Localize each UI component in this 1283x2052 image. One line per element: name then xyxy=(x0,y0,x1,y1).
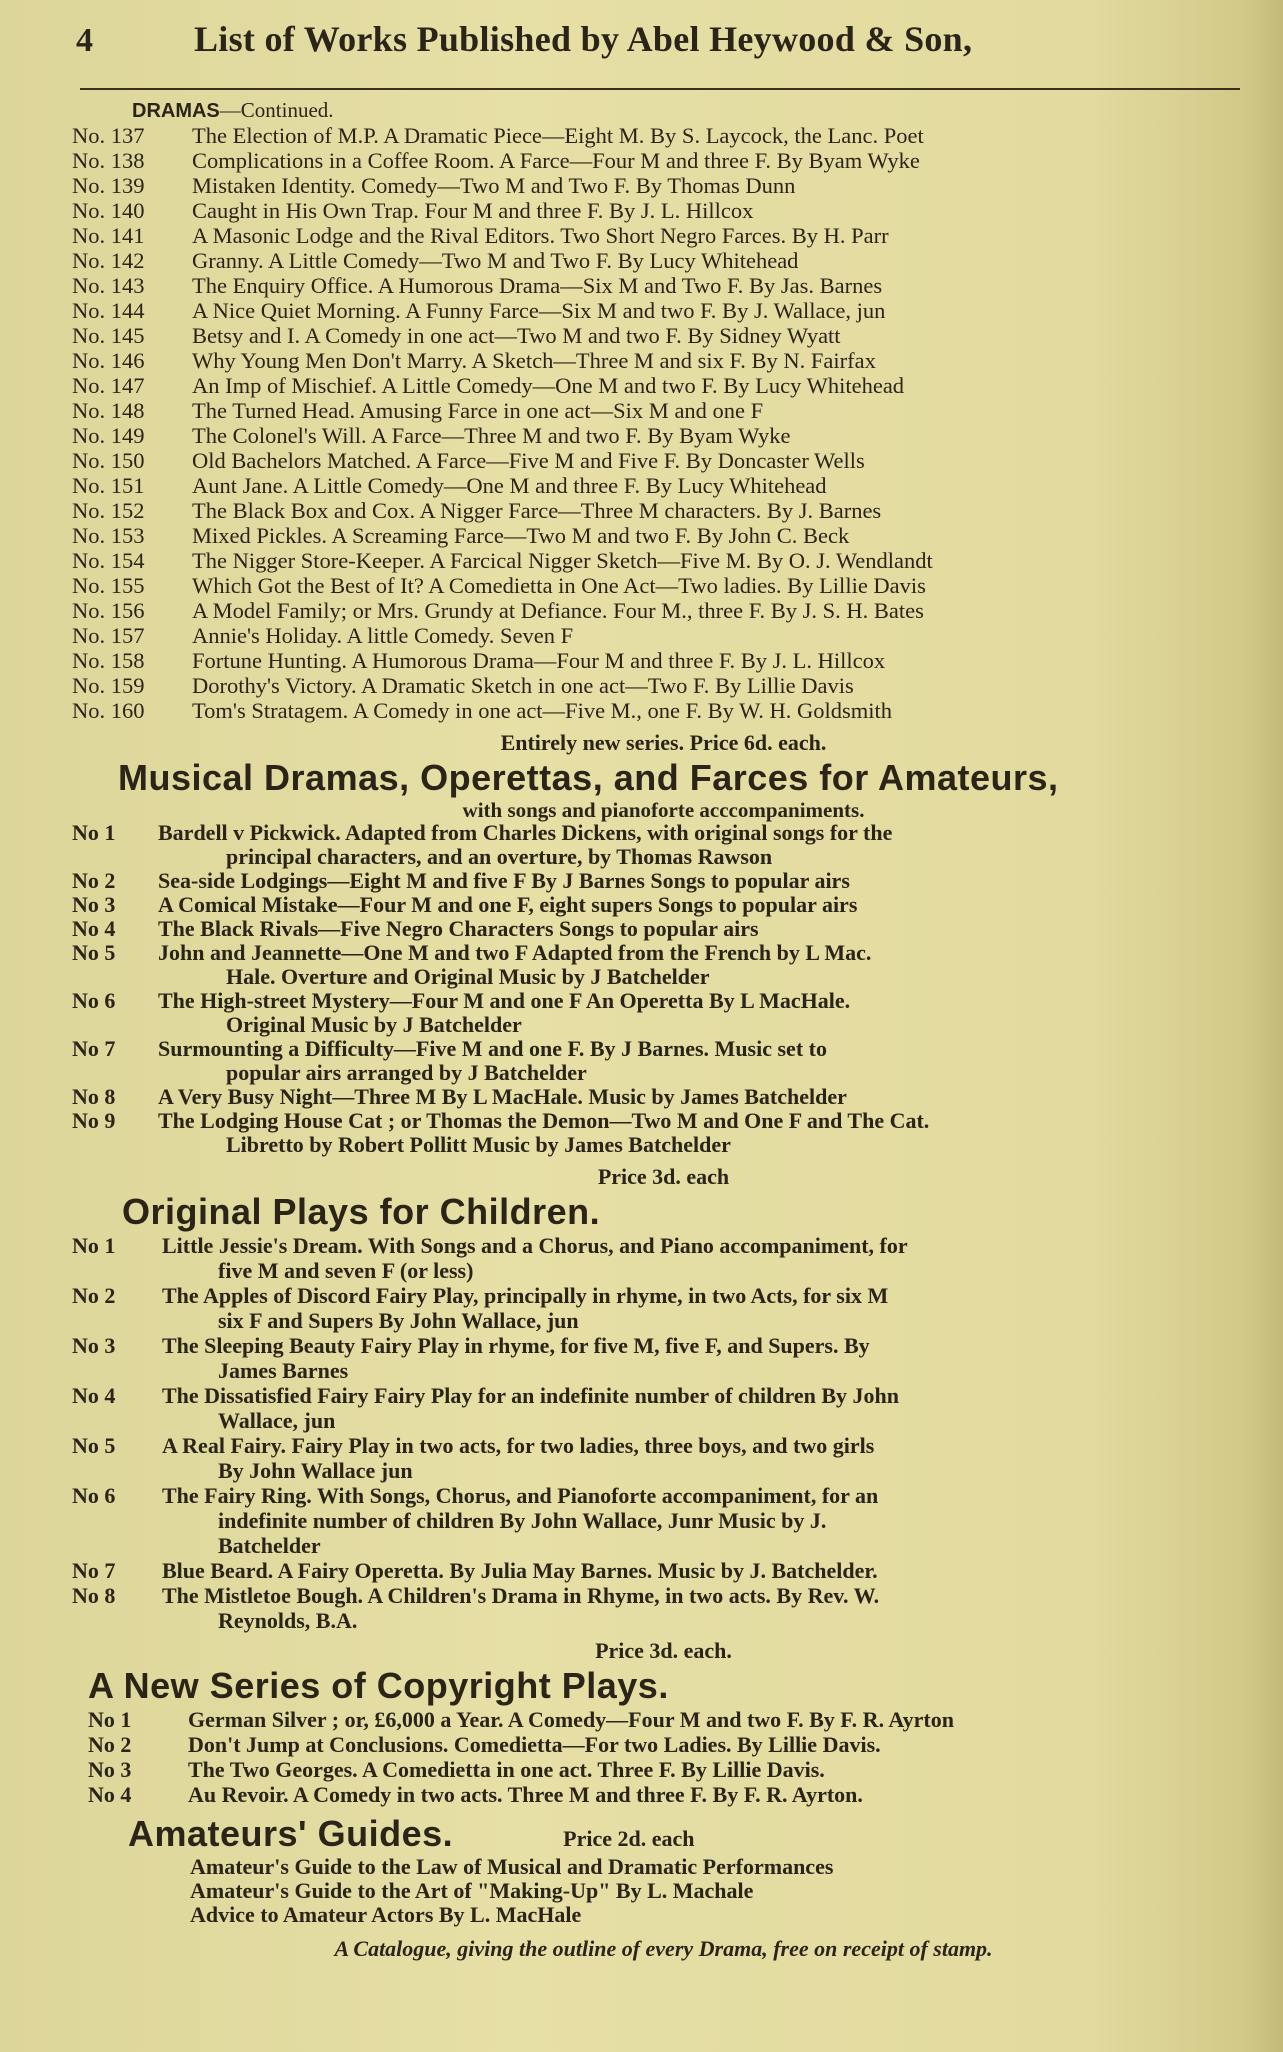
entry-number: No 5 xyxy=(72,940,116,965)
copyright-entry xyxy=(72,1732,1255,1757)
drama-entry xyxy=(72,548,1255,573)
entry-text: Mixed Pickles. A Screaming Farce—Two M and two F. By John C. Beck xyxy=(192,523,850,548)
guides-price: Price 2d. each xyxy=(563,1826,695,1851)
entry-line: The Apples of Discord Fairy Play, principally in rhyme, in two Acts, for six M xyxy=(162,1283,889,1308)
entry-text: Dorothy's Victory. A Dramatic Sketch in one act—Two F. By Lillie Davis xyxy=(192,673,854,698)
drama-entry xyxy=(72,448,1255,473)
musical-entry xyxy=(72,1037,1255,1085)
entry-number: No 8 xyxy=(72,1084,116,1109)
entry-number: No 4 xyxy=(88,1782,132,1807)
children-entry xyxy=(72,1583,1255,1633)
copyright-price: Price 3d. each. xyxy=(595,1638,732,1663)
musical-entry xyxy=(72,1085,1255,1109)
entry-number: No. 142 xyxy=(72,248,145,273)
entry-line: Sea-side Lodgings—Eight M and five F By J Barnes Songs to popular airs xyxy=(158,868,850,893)
entry-line: Little Jessie's Dream. With Songs and a Chorus, and Piano accompaniment, for xyxy=(162,1233,908,1258)
entry-text xyxy=(158,1037,1255,1085)
entry-text xyxy=(162,1483,1255,1558)
musical-list xyxy=(72,821,1255,1157)
entry-number: No. 139 xyxy=(72,173,145,198)
entry-text: The Colonel's Will. A Farce—Three M and two F. By Byam Wyke xyxy=(192,423,791,448)
entry-text: Au Revoir. A Comedy in two acts. Three M and three F. By F. R. Ayrton. xyxy=(188,1782,863,1807)
children-entry xyxy=(72,1483,1255,1558)
children-entry xyxy=(72,1283,1255,1333)
drama-entry xyxy=(72,123,1255,148)
musical-entry xyxy=(72,869,1255,893)
entry-number: No 2 xyxy=(72,868,116,893)
entry-text: A Nice Quiet Morning. A Funny Farce—Six M and two F. By J. Wallace, jun xyxy=(192,298,886,323)
children-entry xyxy=(72,1383,1255,1433)
entry-line: The Dissatisfied Fairy Fairy Play for an indefinite number of children By John xyxy=(162,1383,900,1408)
entry-text: Don't Jump at Conclusions. Comedietta—For two Ladies. By Lillie Davis. xyxy=(188,1732,881,1757)
entry-text xyxy=(158,941,1255,989)
header-rule xyxy=(80,88,1240,90)
copyright-entry xyxy=(72,1707,1255,1732)
entry-text xyxy=(162,1233,1255,1283)
entry-number: No 5 xyxy=(72,1433,116,1458)
entry-text xyxy=(162,1283,1255,1333)
drama-entry xyxy=(72,298,1255,323)
entry-text: Betsy and I. A Comedy in one act—Two M and two F. By Sidney Wyatt xyxy=(192,323,841,348)
musical-entry xyxy=(72,893,1255,917)
entry-text: The Nigger Store-Keeper. A Farcical Nigger Sketch—Five M. By O. J. Wendlandt xyxy=(192,548,933,573)
entry-line: The Lodging House Cat ; or Thomas the Demon—Two M and One F and The Cat. xyxy=(158,1108,930,1133)
children-entry xyxy=(72,1233,1255,1283)
entry-number: No. 140 xyxy=(72,198,145,223)
drama-entry xyxy=(72,198,1255,223)
entry-number: No 2 xyxy=(88,1732,132,1757)
entry-line: A Real Fairy. Fairy Play in two acts, for two ladies, three boys, and two girls xyxy=(162,1433,875,1458)
entry-line-continued: Libretto by Robert Pollitt Music by James Batchelder xyxy=(226,1132,731,1157)
entry-number: No. 152 xyxy=(72,498,145,523)
entry-text xyxy=(162,1583,1255,1633)
entry-number: No. 156 xyxy=(72,598,145,623)
drama-entry xyxy=(72,698,1255,723)
drama-entry xyxy=(72,498,1255,523)
entry-line-continued: Hale. Overture and Original Music by J Batchelder xyxy=(226,964,710,989)
musical-subheading: with songs and pianoforte acccompaniments. xyxy=(462,798,865,822)
entry-text: Tom's Stratagem. A Comedy in one act—Five M., one F. By W. H. Goldsmith xyxy=(192,698,893,723)
entry-text: Mistaken Identity. Comedy—Two M and Two F. By Thomas Dunn xyxy=(192,173,796,198)
dramas-continued: —Continued. xyxy=(219,98,334,122)
drama-entry xyxy=(72,148,1255,173)
entry-text: Aunt Jane. A Little Comedy—One M and three F. By Lucy Whitehead xyxy=(192,473,827,498)
guide-item: Advice to Amateur Actors By L. MacHale xyxy=(190,1902,582,1927)
entry-number: No 3 xyxy=(88,1757,132,1782)
entry-text: Old Bachelors Matched. A Farce—Five M and Five F. By Doncaster Wells xyxy=(192,448,865,473)
drama-entry xyxy=(72,423,1255,448)
drama-entry xyxy=(72,173,1255,198)
entry-text: Why Young Men Don't Marry. A Sketch—Three M and six F. By N. Fairfax xyxy=(192,348,876,373)
entry-text: The Election of M.P. A Dramatic Piece—Eight M. By S. Laycock, the Lanc. Poet xyxy=(192,123,924,148)
entry-line: A Comical Mistake—Four M and one F, eight supers Songs to popular airs xyxy=(158,892,858,917)
drama-entry xyxy=(72,273,1255,298)
entry-number: No 7 xyxy=(72,1036,116,1061)
page-header xyxy=(72,18,1255,78)
entry-number: No 2 xyxy=(72,1283,116,1308)
copyright-entry xyxy=(72,1757,1255,1782)
entry-line-continued: popular airs arranged by J Batchelder xyxy=(226,1060,587,1085)
children-list xyxy=(72,1233,1255,1633)
musical-price: Entirely new series. Price 6d. each. xyxy=(500,730,827,755)
entry-number: No 9 xyxy=(72,1108,116,1133)
entry-number: No 6 xyxy=(72,1483,116,1508)
drama-entry xyxy=(72,648,1255,673)
entry-line-continued: indefinite number of children By John Wallace, Junr Music by J. xyxy=(218,1508,827,1533)
entry-number: No. 159 xyxy=(72,673,145,698)
entry-number: No. 143 xyxy=(72,273,145,298)
entry-line: The Fairy Ring. With Songs, Chorus, and Pianoforte accompaniment, for an xyxy=(162,1483,879,1508)
entry-number: No. 151 xyxy=(72,473,145,498)
musical-entry xyxy=(72,941,1255,989)
entry-text: Caught in His Own Trap. Four M and three F. By J. L. Hillcox xyxy=(192,198,754,223)
children-entry xyxy=(72,1558,1255,1583)
entry-line: The Black Rivals—Five Negro Characters Songs to popular airs xyxy=(158,916,759,941)
entry-number: No 4 xyxy=(72,916,116,941)
entry-text xyxy=(162,1383,1255,1433)
drama-entry xyxy=(72,398,1255,423)
entry-number: No. 137 xyxy=(72,123,145,148)
guide-item: Amateur's Guide to the Law of Musical and Dramatic Performances xyxy=(190,1854,834,1879)
children-heading: Original Plays for Children. xyxy=(122,1191,601,1232)
entry-line-continued: five M and seven F (or less) xyxy=(218,1258,474,1283)
entry-text: German Silver ; or, £6,000 a Year. A Comedy—Four M and two F. By F. R. Ayrton xyxy=(188,1707,954,1732)
entry-number: No 3 xyxy=(72,892,116,917)
entry-text xyxy=(158,821,1255,869)
entry-number: No 6 xyxy=(72,988,116,1013)
entry-text xyxy=(162,1558,1255,1583)
entry-number: No 3 xyxy=(72,1333,116,1358)
musical-entry xyxy=(72,821,1255,869)
entry-line: The Sleeping Beauty Fairy Play in rhyme, for five M, five F, and Supers. By xyxy=(162,1333,870,1358)
musical-entry xyxy=(72,1109,1255,1157)
entry-number: No. 147 xyxy=(72,373,145,398)
entry-number: No. 154 xyxy=(72,548,145,573)
entry-line-continued: James Barnes xyxy=(218,1358,349,1383)
entry-text: Annie's Holiday. A little Comedy. Seven F xyxy=(192,623,574,648)
entry-text xyxy=(158,917,1255,941)
entry-number: No. 153 xyxy=(72,523,145,548)
entry-number: No 8 xyxy=(72,1583,116,1608)
entry-text xyxy=(158,869,1255,893)
entry-text: Fortune Hunting. A Humorous Drama—Four M and three F. By J. L. Hillcox xyxy=(192,648,886,673)
guide-item: Amateur's Guide to the Art of "Making-Up" By L. Machale xyxy=(190,1878,754,1903)
catalogue-note: A Catalogue, giving the outline of every Drama, free on receipt of stamp. xyxy=(334,1936,993,1961)
entry-line-continued: Batchelder xyxy=(218,1533,321,1558)
entry-text: The Enquiry Office. A Humorous Drama—Six M and Two F. By Jas. Barnes xyxy=(192,273,883,298)
drama-entry xyxy=(72,623,1255,648)
drama-entry xyxy=(72,573,1255,598)
children-entry xyxy=(72,1333,1255,1383)
entry-text xyxy=(158,1109,1255,1157)
entry-text: The Two Georges. A Comedietta in one act. Three F. By Lillie Davis. xyxy=(188,1757,825,1782)
entry-number: No. 141 xyxy=(72,223,145,248)
drama-entry xyxy=(72,248,1255,273)
entry-number: No. 148 xyxy=(72,398,145,423)
entry-text: Complications in a Coffee Room. A Farce—Four M and three F. By Byam Wyke xyxy=(192,148,920,173)
entry-line: Bardell v Pickwick. Adapted from Charles Dickens, with original songs for the xyxy=(158,820,893,845)
entry-number: No. 158 xyxy=(72,648,145,673)
dramas-heading xyxy=(72,100,1255,121)
entry-text: A Masonic Lodge and the Rival Editors. Two Short Negro Farces. By H. Parr xyxy=(192,223,889,248)
entry-text: The Black Box and Cox. A Nigger Farce—Three M characters. By J. Barnes xyxy=(192,498,882,523)
entry-text xyxy=(162,1433,1255,1483)
entry-number: No. 149 xyxy=(72,423,145,448)
entry-number: No. 160 xyxy=(72,698,145,723)
copyright-heading: A New Series of Copyright Plays. xyxy=(88,1665,669,1706)
entry-number: No. 146 xyxy=(72,348,145,373)
guides-header xyxy=(72,1813,1255,1855)
entry-line-continued: Wallace, jun xyxy=(218,1408,336,1433)
entry-text: Granny. A Little Comedy—Two M and Two F. By Lucy Whitehead xyxy=(192,248,799,273)
entry-number: No 1 xyxy=(72,820,116,845)
entry-line: The Mistletoe Bough. A Children's Drama in Rhyme, in two acts. By Rev. W. xyxy=(162,1583,880,1608)
drama-entry xyxy=(72,223,1255,248)
entry-text xyxy=(158,1085,1255,1109)
entry-number: No. 138 xyxy=(72,148,145,173)
entry-text xyxy=(158,893,1255,917)
entry-line: The High-street Mystery—Four M and one F An Operetta By L MacHale. xyxy=(158,988,851,1013)
musical-entry xyxy=(72,989,1255,1037)
entry-number: No. 150 xyxy=(72,448,145,473)
entry-line-continued: principal characters, and an overture, by Thomas Rawson xyxy=(226,844,773,869)
drama-entry xyxy=(72,323,1255,348)
entry-number: No 4 xyxy=(72,1383,116,1408)
entry-line: Surmounting a Difficulty—Five M and one F. By J Barnes. Music set to xyxy=(158,1036,827,1061)
entry-line: A Very Busy Night—Three M By L MacHale. Music by James Batchelder xyxy=(158,1084,847,1109)
guides-heading: Amateurs' Guides. xyxy=(128,1813,454,1854)
drama-entry xyxy=(72,348,1255,373)
musical-heading: Musical Dramas, Operettas, and Farces for Amateurs, xyxy=(118,757,1059,798)
drama-entry xyxy=(72,673,1255,698)
dramas-label: DRAMAS xyxy=(132,100,220,122)
copyright-entry xyxy=(72,1782,1255,1807)
entry-line: Blue Beard. A Fairy Operetta. By Julia May Barnes. Music by J. Batchelder. xyxy=(162,1558,878,1583)
entry-line-continued: six F and Supers By John Wallace, jun xyxy=(218,1308,579,1333)
entry-text: Which Got the Best of It? A Comedietta in One Act—Two ladies. By Lillie Davis xyxy=(192,573,926,598)
entry-text xyxy=(158,989,1255,1037)
musical-entry xyxy=(72,917,1255,941)
page-title: List of Works Published by Abel Heywood & Son, xyxy=(194,19,973,59)
entry-text: An Imp of Mischief. A Little Comedy—One M and two F. By Lucy Whitehead xyxy=(192,373,905,398)
entry-number: No 1 xyxy=(72,1233,116,1258)
children-entry xyxy=(72,1433,1255,1483)
entry-line-continued: Reynolds, B.A. xyxy=(218,1608,358,1633)
guides-list xyxy=(72,1855,1255,1927)
entry-line-continued: Original Music by J Batchelder xyxy=(226,1012,522,1037)
drama-entry xyxy=(72,598,1255,623)
entry-number: No 7 xyxy=(72,1558,116,1583)
drama-entry xyxy=(72,523,1255,548)
entry-number: No. 157 xyxy=(72,623,145,648)
entry-number: No. 155 xyxy=(72,573,145,598)
entry-number: No. 144 xyxy=(72,298,145,323)
children-price: Price 3d. each xyxy=(597,1164,730,1189)
copyright-list xyxy=(72,1707,1255,1807)
entry-line-continued: By John Wallace jun xyxy=(218,1458,413,1483)
entry-line: John and Jeannette—One M and two F Adapted from the French by L Mac. xyxy=(158,940,872,965)
entry-number: No. 145 xyxy=(72,323,145,348)
entry-text xyxy=(162,1333,1255,1383)
page-number: 4 xyxy=(76,22,93,59)
drama-entry xyxy=(72,473,1255,498)
entry-number: No 1 xyxy=(88,1707,132,1732)
dramas-list xyxy=(72,123,1255,723)
entry-text: A Model Family; or Mrs. Grundy at Defiance. Four M., three F. By J. S. H. Bates xyxy=(192,598,924,623)
drama-entry xyxy=(72,373,1255,398)
entry-text: The Turned Head. Amusing Farce in one act—Six M and one F xyxy=(192,398,764,423)
